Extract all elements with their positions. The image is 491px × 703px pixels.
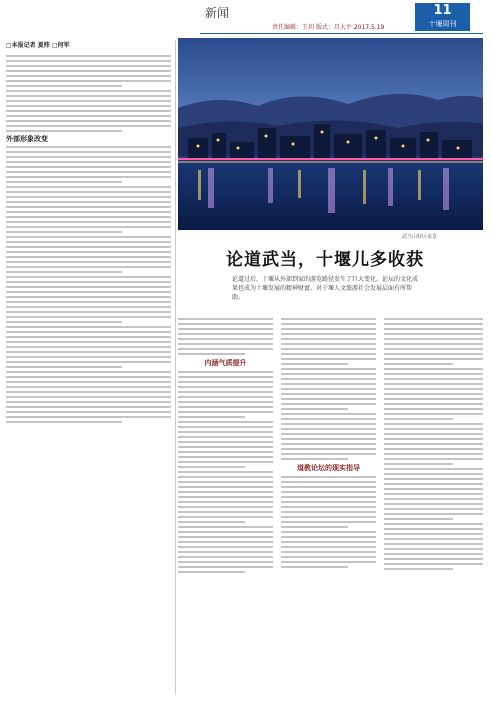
page-number: 11 bbox=[433, 3, 452, 18]
article-column-1 bbox=[6, 52, 171, 426]
header-rule bbox=[200, 33, 483, 34]
paper-tag: 十堰周刊 bbox=[428, 20, 457, 28]
night-city-photo bbox=[178, 38, 483, 230]
byline: □本报记者 夏炜 □何军 bbox=[6, 42, 70, 49]
page-badge bbox=[415, 3, 470, 31]
editors-line: 责任编辑：王玥 版式：昌大平 2017.5.19 bbox=[272, 24, 385, 31]
photo-caption: 武当山特区夜景 bbox=[402, 234, 438, 240]
article-column-2 bbox=[178, 315, 273, 576]
article-column-4 bbox=[384, 315, 483, 573]
column-divider bbox=[175, 40, 176, 695]
deck: 论道过后，十堰从外部到家的游览路径发生了巨大变化。论坛的文化成果也成为十堰发展的精神财富。对于堰人文旅游社会发展层面有所帮助。 bbox=[232, 276, 419, 301]
subhead-2: 内涵气质提升 bbox=[204, 359, 247, 367]
headline: 论道武当，十堰儿多收获 bbox=[226, 250, 424, 270]
article-column-3 bbox=[281, 315, 376, 571]
night-city-image bbox=[178, 38, 483, 230]
section-name: 新闻 bbox=[205, 6, 230, 20]
subhead-3: 道教论坛的现实指导 bbox=[297, 464, 360, 472]
subhead-1: 外部形象改变 bbox=[6, 135, 48, 143]
